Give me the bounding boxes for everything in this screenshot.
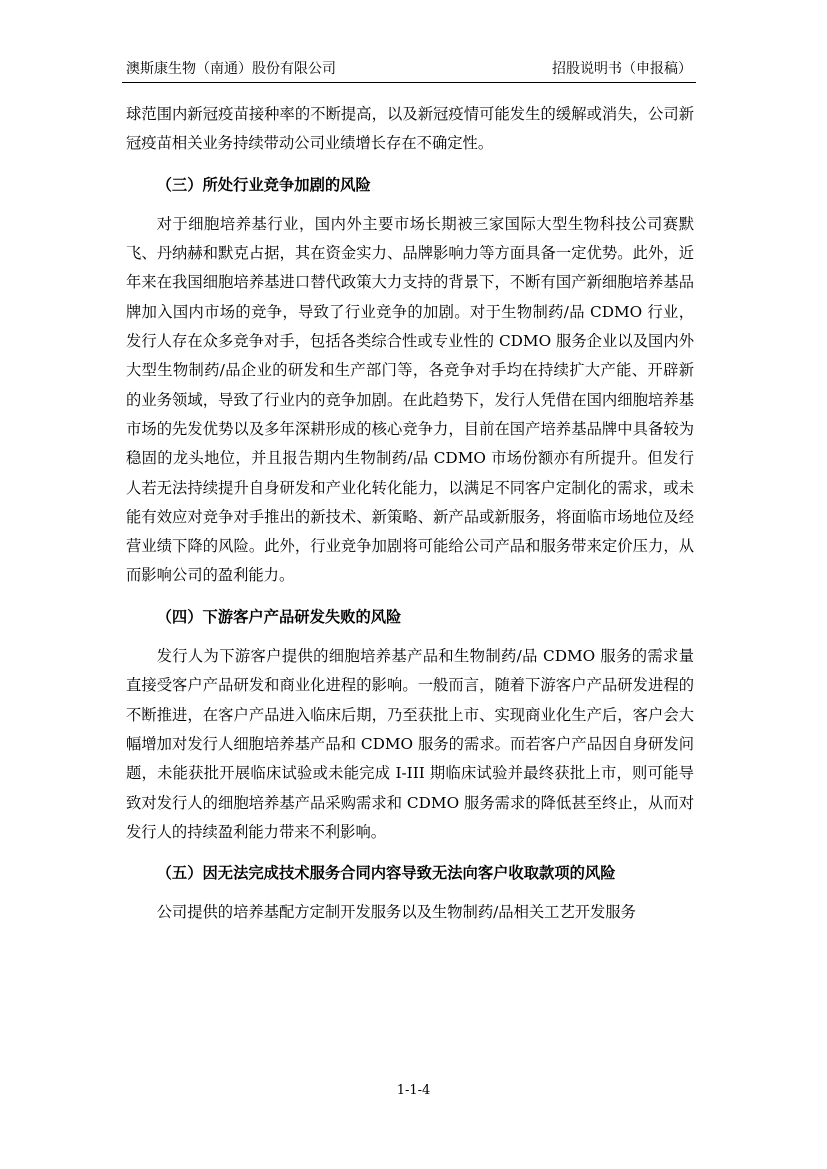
section-4-paragraph: 发行人为下游客户提供的细胞培养基产品和生物制药/品 CDMO 服务的需求量直接受客户产品研发和商业化进程的影响。一般而言，随着下游客户产品研发进程的不断推进，在客户产品进入临床后期，乃至获批上市、实现商业化生产后，客户会大幅增加对发行人细胞培养基产品和 CDMO 服务的需求。而若客户产品因自身研发问题，未能获批开展临床试验或未能完成 I-III 期临床试验并最终获批上市，则可能导致对发行人的细胞培养基产品采购需求和 CDMO 服务需求的降低甚至终止，从而对发行人的持续盈利能力带来不利影响。: [126, 647, 694, 841]
section-3-heading: （三）所处行业竞争加剧的风险: [156, 175, 371, 194]
page-header: [122, 58, 696, 83]
page-number: 1-1-4: [396, 1083, 431, 1098]
section-3-paragraph: 对于细胞培养基行业，国内外主要市场长期被三家国际大型生物科技公司赛默飞、丹纳赫和默克占据，其在资金实力、品牌影响力等方面具备一定优势。此外，近年来在我国细胞培养基进口替代政策大力支持的背景下，不断有国产新细胞培养基品牌加入国内市场的竞争，导致了行业竞争的加剧。对于生物制药/品 CDMO 行业，发行人存在众多竞争对手，包括各类综合性或专业性的 CDMO 服务企业以及国内外大型生物制药/品企业的研发和生产部门等，各竞争对手均在持续扩大产能、开辟新的业务领域，导致了行业内的竞争加剧。在此趋势下，发行人凭借在国内细胞培养基市场的先发优势以及多年深耕形成的核心竞争力，目前在国产培养基品牌中具备较为稳固的龙头地位，并且报告期内生物制药/品 CDMO 市场份额亦有所提升。但发行人若无法持续提升自身研发和产业化转化能力，以满足不同客户定制化的需求，或未能有效应对竞争对手推出的新技术、新策略、新产品或新服务，将面临市场地位及经营业绩下降的风险。此外，行业竞争加剧将可能给公司产品和服务带来定价压力，从而影响公司的盈利能力。: [126, 214, 694, 585]
section-5-heading: （五）因无法完成技术服务合同内容导致无法向客户收取款项的风险: [156, 864, 616, 883]
intro-continuation-paragraph: 球范围内新冠疫苗接种率的不断提高，以及新冠疫情可能发生的缓解或消失，公司新冠疫苗相关业务持续带动公司业绩增长存在不确定性。: [126, 105, 694, 153]
section-4-heading: （四）下游客户产品研发失败的风险: [156, 607, 402, 626]
header-company-name: 澳斯康生物（南通）股份有限公司: [126, 61, 336, 77]
header-document-title: 招股说明书（申报稿）: [552, 61, 692, 77]
document-body: [126, 100, 694, 928]
section-5-paragraph: 公司提供的培养基配方定制开发服务以及生物制药/品相关工艺开发服务: [156, 903, 636, 922]
